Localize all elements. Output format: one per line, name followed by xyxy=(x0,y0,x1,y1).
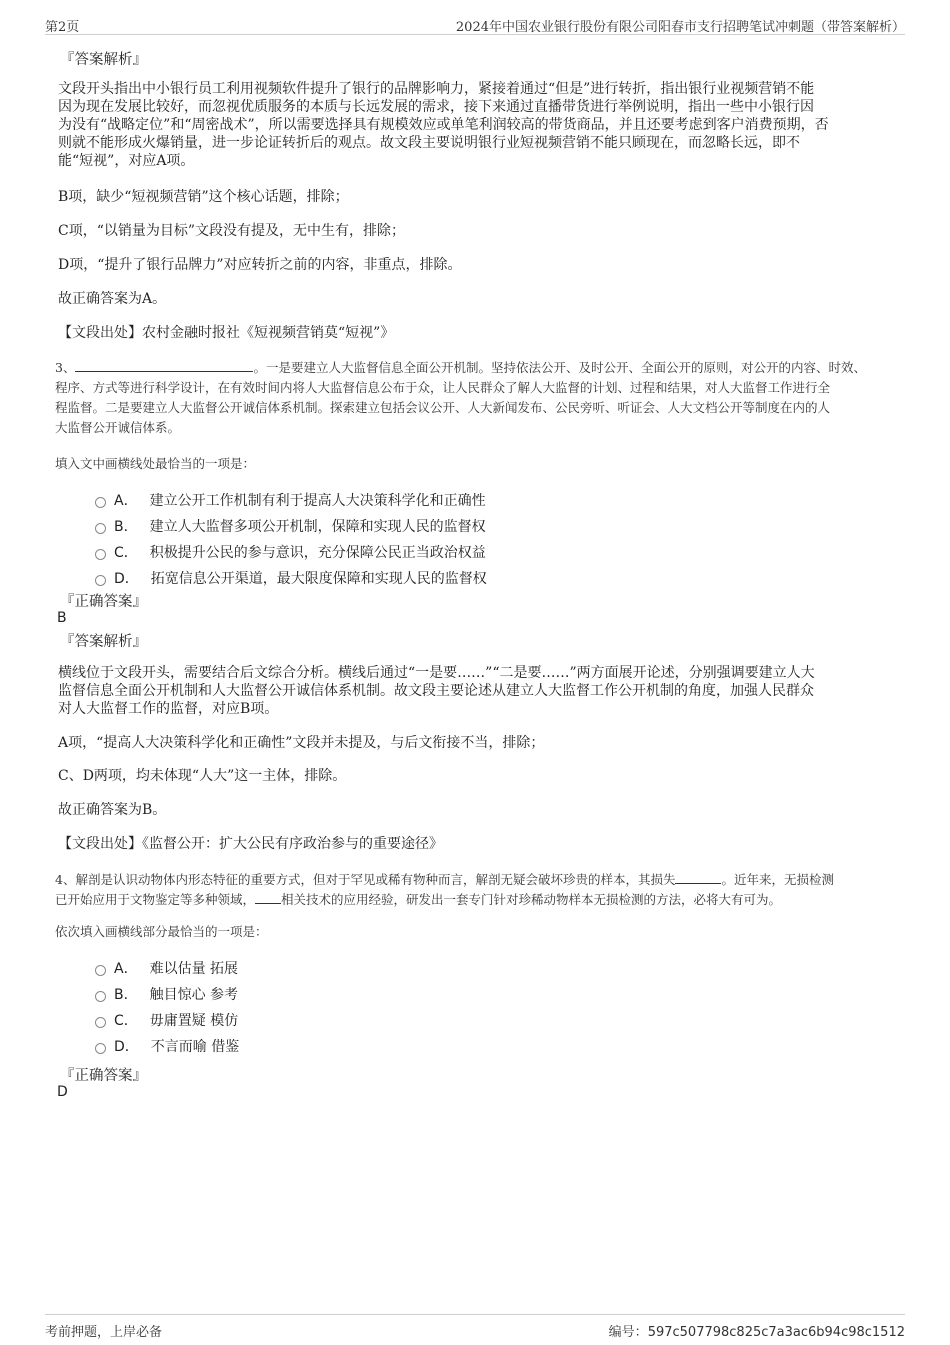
q4-stem-text: 解剖是认识动物体内形态特征的重要方式，但对于罕见或稀有物种而言，解剖无疑会破坏珍贵的样本，其损失 xyxy=(75,872,676,887)
q4-option-d[interactable] xyxy=(95,1036,239,1056)
radio-icon[interactable] xyxy=(95,1017,106,1028)
q3-prompt: 填入文中画横线处最恰当的一项是： xyxy=(55,456,256,471)
option-letter: C． xyxy=(114,1013,138,1029)
q3-option-cd-note: C、D两项，均未体现“人大”这一主体，排除。 xyxy=(58,768,347,784)
footer-code-label: 编号： xyxy=(608,1325,648,1340)
q4-option-b[interactable] xyxy=(95,984,238,1004)
q3-source: 【文段出处】《监督公开：扩大公民有序政治参与的重要途径》 xyxy=(58,836,443,852)
q3-option-d[interactable] xyxy=(95,568,487,588)
option-text: 难以估量 拓展 xyxy=(149,961,239,977)
q3-stem-line xyxy=(55,358,890,378)
option-text: 建立人大监督多项公开机制，保障和实现人民的监督权 xyxy=(149,519,486,535)
q3-option-a-note: A项，“提高人大决策科学化和正确性”文段并未提及，与后文衔接不当，排除； xyxy=(58,735,545,751)
q3-option-a[interactable] xyxy=(95,490,486,510)
q2-analysis-line: 文段开头指出中小银行员工利用视频软件提升了银行的品牌影响力，紧接着通过“但是”进行转折，指出银行业视频营销不能 xyxy=(58,81,815,97)
q2-option-d-note: D项，“提升了银行品牌力”对应转折之前的内容，非重点，排除。 xyxy=(58,257,462,273)
q4-option-a[interactable] xyxy=(95,958,238,978)
q4-stem-text: 相关技术的应用经验，研发出一套专门针对珍稀动物样本无损检测的方法，必将大有可为。 xyxy=(281,892,782,907)
q4-stem-line xyxy=(55,870,890,890)
q3-analysis-line: 横线位于文段开头，需要结合后文综合分析。横线后通过“一是要……”“二是要……”两方面展开论述，分别强调要建立人大 xyxy=(58,665,815,681)
q2-conclusion: 故正确答案为A。 xyxy=(58,291,167,307)
radio-icon[interactable] xyxy=(95,965,106,976)
radio-icon[interactable] xyxy=(95,523,106,534)
q2-analysis-line: 因为现在发展比较好，而忽视优质服务的本质与长远发展的需求，接下来通过直播带货进行举例说明，指出一些中小银行因 xyxy=(58,99,814,115)
option-text: 建立公开工作机制有利于提高人大决策科学化和正确性 xyxy=(149,493,486,509)
q3-answer-label: 『正确答案』 xyxy=(60,594,147,610)
radio-icon[interactable] xyxy=(95,549,106,560)
radio-icon[interactable] xyxy=(95,1043,106,1054)
option-text: 毋庸置疑 模仿 xyxy=(149,1013,239,1029)
option-letter: C． xyxy=(114,545,138,561)
document-title: 2024年中国农业银行股份有限公司阳春市支行招聘笔试冲刺题（带答案解析） xyxy=(455,20,905,35)
q4-option-c[interactable] xyxy=(95,1010,238,1030)
option-text: 不言而喻 借鉴 xyxy=(150,1039,240,1055)
radio-icon[interactable] xyxy=(95,991,106,1002)
q3-conclusion: 故正确答案为B。 xyxy=(58,802,167,818)
q2-analysis-line: 则就不能形成火爆销量，进一步论证转折后的观点。故文段主要说明银行业短视频营销不能只顾现在，而忽略长远，即不 xyxy=(58,135,800,151)
option-letter: B． xyxy=(114,987,138,1003)
q3-number: 3、 xyxy=(55,360,76,375)
q2-analysis-line: 能“短视”，对应A项。 xyxy=(58,153,195,169)
page-footer xyxy=(45,1314,905,1340)
q3-stem-line: 程序、方式等进行科学设计，在有效时间内将人大监督信息公布于众，让人民群众了解人大监督的计划、过程和结果，对人大监督工作进行全 xyxy=(55,380,831,395)
q2-source: 【文段出处】农村金融时报社《短视频营销莫“短视”》 xyxy=(58,325,395,341)
option-letter: A． xyxy=(114,961,138,977)
q3-analysis xyxy=(58,664,893,718)
option-text: 积极提升公民的参与意识，充分保障公民正当政治权益 xyxy=(149,545,486,561)
q2-analysis-label: 『答案解析』 xyxy=(60,52,147,68)
q4-number: 4、 xyxy=(55,872,76,887)
footer-slogan: 考前押题，上岸必备 xyxy=(45,1325,163,1340)
q4-blank-2 xyxy=(255,891,281,904)
option-text: 触目惊心 参考 xyxy=(149,987,239,1003)
q4-answer-label: 『正确答案』 xyxy=(60,1068,147,1084)
q4-stem-line xyxy=(55,890,890,910)
radio-icon[interactable] xyxy=(95,497,106,508)
q3-blank xyxy=(75,359,253,372)
q3-analysis-line: 监督信息全面公开机制和人大监督公开诚信体系机制。故文段主要论述从建立人大监督工作公开机制的角度，加强人民群众 xyxy=(58,683,814,699)
q4-stem-text: 已开始应用于文物鉴定等多种领域， xyxy=(55,892,256,907)
footer-code-value: 597c507798c825c7a3ac6b94c98c1512 xyxy=(647,1325,905,1340)
q2-analysis xyxy=(58,80,893,170)
option-letter: A． xyxy=(114,493,138,509)
q3-stem-line: 程监督。二是要建立人大监督公开诚信体系机制。探索建立包括会议公开、人大新闻发布、公民旁听、听证会、人大文档公开等制度在内的人 xyxy=(55,400,831,415)
q3-option-c[interactable] xyxy=(95,542,486,562)
option-text: 拓宽信息公开渠道，最大限度保障和实现人民的监督权 xyxy=(150,571,487,587)
q3-option-b[interactable] xyxy=(95,516,486,536)
q2-analysis-line: 为没有“战略定位”和“周密战术”，所以需要选择具有规模效应或单笔利润较高的带货商品，并且还要考虑到客户消费预期，否 xyxy=(58,117,829,133)
option-letter: D． xyxy=(114,571,139,587)
q4-answer: D xyxy=(57,1084,68,1100)
q2-option-b-note: B项，缺少“短视频营销”这个核心话题，排除； xyxy=(58,189,349,205)
q4-stem-text: 。近年来，无损检测 xyxy=(721,872,834,887)
q4-blank-1 xyxy=(675,871,721,884)
radio-icon[interactable] xyxy=(95,575,106,586)
page-header xyxy=(45,12,905,35)
q3-stem xyxy=(55,358,890,438)
q3-answer: B xyxy=(57,610,67,626)
page-number: 第2页 xyxy=(45,20,80,35)
q3-stem-line: 大监督公开诚信体系。 xyxy=(55,420,181,435)
q3-analysis-label: 『答案解析』 xyxy=(60,634,147,650)
q2-option-c-note: C项，“以销量为目标”文段没有提及，无中生有，排除； xyxy=(58,223,406,239)
option-letter: D． xyxy=(114,1039,139,1055)
q4-stem xyxy=(55,870,890,910)
footer-code xyxy=(609,1321,905,1340)
q3-stem-text: 。一是要建立人大监督信息全面公开机制。坚持依法公开、及时公开、全面公开的原则，对公开的内容、时效、 xyxy=(253,360,866,375)
q3-analysis-line: 对人大监督工作的监督，对应B项。 xyxy=(58,701,279,717)
option-letter: B． xyxy=(114,519,138,535)
q4-prompt: 依次填入画横线部分最恰当的一项是： xyxy=(55,924,268,939)
